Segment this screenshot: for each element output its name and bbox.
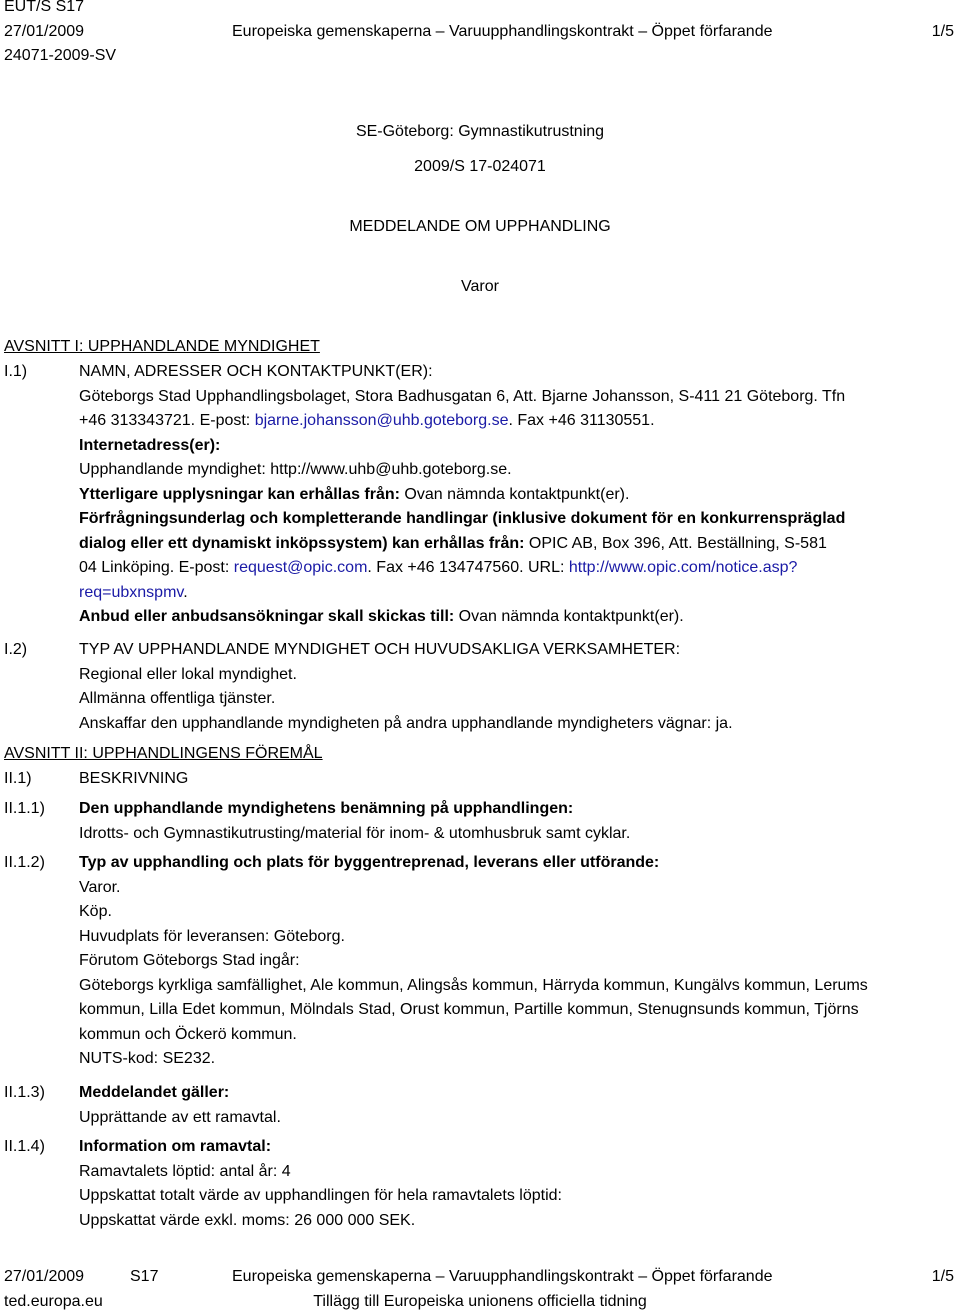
- item-title: Typ av upphandling och plats för byggentreprenad, leverans eller utförande:: [79, 854, 660, 871]
- contract-type: Varor.: [79, 878, 121, 896]
- email-link[interactable]: bjarne.johansson@uhb.goteborg.se: [254, 412, 509, 429]
- footer-site-link[interactable]: ted.europa.eu: [4, 1293, 103, 1310]
- nuts-code: NUTS-kod: SE232.: [79, 1050, 216, 1067]
- page-number: 1/5: [931, 23, 954, 40]
- docs-email-link[interactable]: request@opic.com: [233, 559, 368, 576]
- item-title: BESKRIVNING: [79, 770, 189, 787]
- journal-ref: EUT/S S17: [4, 0, 85, 15]
- included-list: kommun och Öckerö kommun.: [79, 1025, 297, 1043]
- activity: Allmänna offentliga tjänster.: [79, 690, 276, 707]
- section-ii14: [79, 1137, 562, 1235]
- included-list: kommun, Lilla Edet kommun, Mölndals Stad, Orust kommun, Partille kommun, Stenugnsunds kommun, Tjörns: [79, 1001, 859, 1018]
- notice-involves: Upprättande av ett ramavtal.: [79, 1108, 281, 1126]
- header-title: Europeiska gemenskaperna – Varuupphandlingskontrakt – Öppet förfarande: [232, 23, 773, 40]
- notice-title: SE-Göteborg: Gymnastikutrustning: [355, 123, 605, 140]
- notice-type: MEDDELANDE OM UPPHANDLING: [349, 218, 611, 235]
- item-number: II.1.2): [4, 854, 45, 871]
- internet-label: Internetadress(er):: [79, 436, 221, 454]
- authority-type: Regional eller lokal myndighet.: [79, 665, 297, 683]
- item-number: II.1.4): [4, 1138, 45, 1155]
- on-behalf: Anskaffar den upphandlande myndigheten på andra upphandlande myndigheters vägnar: ja.: [79, 714, 733, 732]
- internet-value: Upphandlande myndighet: http://www.uhb@uhb.goteborg.se.: [79, 461, 512, 478]
- header-date: 27/01/2009: [4, 23, 85, 40]
- docs-contact-line: 04 Linköping. E-post: request@opic.com. Fax +46 134747560. URL: http://www.opic.com/notice.asp?: [79, 559, 798, 576]
- submission-line: Anbud eller anbudsansökningar skall skickas till: Ovan nämnda kontaktpunkt(er).: [79, 608, 684, 625]
- item-number: II.1.1): [4, 800, 45, 817]
- docs-label: Förfrågningsunderlag och kompletterande handlingar (inklusive dokument för en konkurrenspräglad: [79, 510, 846, 527]
- section-i1: [79, 362, 845, 632]
- docs-url-link[interactable]: http://www.opic.com/notice.asp?: [568, 559, 798, 576]
- item-number: II.1): [4, 770, 32, 787]
- item-title: Meddelandet gäller:: [79, 1084, 230, 1101]
- more-info-line: Ytterligare upplysningar kan erhållas från: Ovan nämnda kontaktpunkt(er).: [79, 485, 630, 503]
- document-id: 24071-2009-SV: [4, 47, 117, 64]
- footer-title: Europeiska gemenskaperna – Varuupphandlingskontrakt – Öppet förfarande: [232, 1268, 773, 1285]
- section-2-heading: AVSNITT II: UPPHANDLINGENS FÖREMÅL: [4, 745, 323, 762]
- delivery-place: Huvudplats för leveransen: Göteborg.: [79, 927, 345, 945]
- item-number: I.1): [4, 363, 28, 380]
- estimated-value-label: Uppskattat totalt värde av upphandlingen för hela ramavtalets löptid:: [79, 1187, 562, 1204]
- item-title: NAMN, ADRESSER OCH KONTAKTPUNKT(ER):: [79, 363, 433, 380]
- footer-supplement: Tillägg till Europeiska unionens officiella tidning: [313, 1293, 647, 1310]
- contract-title: Idrotts- och Gymnastikutrusting/material för inom- & utomhusbruk samt cyklar.: [79, 824, 631, 842]
- notice-category: Varor: [461, 278, 499, 295]
- docs-line: dialog eller ett dynamiskt inköpssystem) kan erhållas från: OPIC AB, Box 396, Att. Beställning, S-581: [79, 534, 827, 552]
- contact-line: +46 313343721. E-post: bjarne.johansson@uhb.goteborg.se. Fax +46 31130551.: [79, 412, 655, 429]
- item-title: Information om ramavtal:: [79, 1138, 272, 1155]
- address-line: Göteborgs Stad Upphandlingsbolaget, Stora Badhusgatan 6, Att. Bjarne Johansson, S-411 21 Göteborg. Tfn: [79, 387, 846, 405]
- item-number: II.1.3): [4, 1084, 45, 1101]
- footer-date: 27/01/2009: [4, 1268, 85, 1285]
- framework-duration: Ramavtalets löptid: antal år: 4: [79, 1162, 291, 1180]
- section-1-heading: AVSNITT I: UPPHANDLANDE MYNDIGHET: [4, 338, 320, 355]
- docs-url-link-cont[interactable]: req=ubxnspmv: [79, 583, 184, 601]
- footer-series: S17: [130, 1268, 159, 1285]
- section-ii12: [79, 853, 868, 1074]
- included-list: Göteborgs kyrkliga samfällighet, Ale kommun, Alingsås kommun, Härryda kommun, Kungälvs kommun, Lerums: [79, 976, 868, 994]
- item-title: Den upphandlande myndighetens benämning på upphandlingen:: [79, 800, 574, 817]
- section-ii11: [79, 799, 630, 848]
- footer-page-number: 1/5: [931, 1268, 954, 1285]
- estimated-value: Uppskattat värde exkl. moms: 26 000 000 SEK.: [79, 1211, 416, 1229]
- notice-ref: 2009/S 17-024071: [414, 158, 546, 175]
- purchase-type: Köp.: [79, 903, 112, 920]
- item-title: TYP AV UPPHANDLANDE MYNDIGHET OCH HUVUDSAKLIGA VERKSAMHETER:: [79, 641, 681, 658]
- docs-url-line: req=ubxnspmv.: [79, 583, 188, 601]
- section-ii13: [79, 1083, 281, 1132]
- included-intro: Förutom Göteborgs Stad ingår:: [79, 952, 300, 969]
- section-i2: [79, 640, 733, 738]
- item-number: I.2): [4, 641, 28, 658]
